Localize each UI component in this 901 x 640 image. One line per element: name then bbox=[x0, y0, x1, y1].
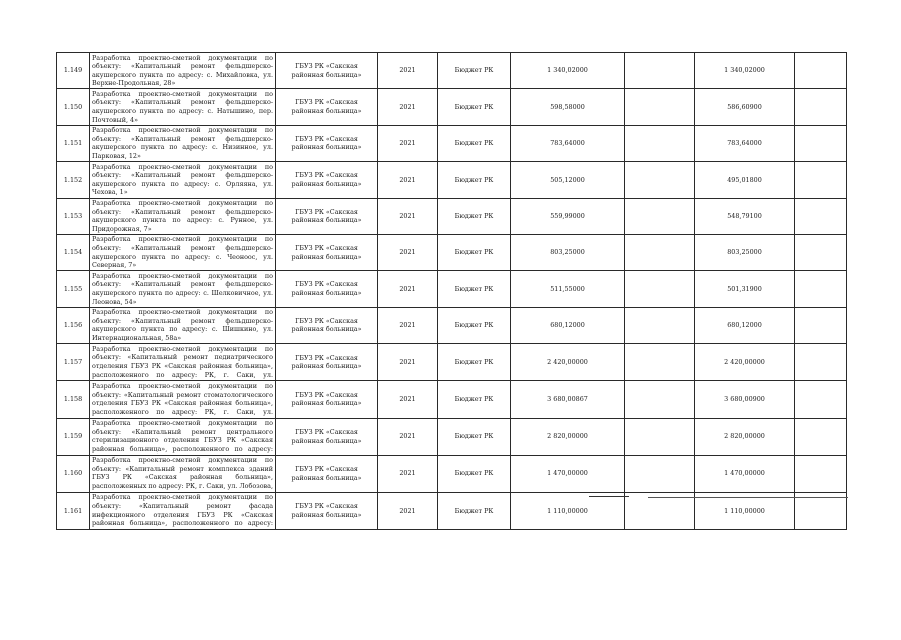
row-funding-source: Бюджет РК bbox=[438, 492, 511, 529]
table-row bbox=[57, 125, 847, 161]
row-empty-cell bbox=[795, 381, 847, 418]
row-organization: ГБУЗ РК «Сакская районная больница» bbox=[276, 234, 378, 270]
row-funding-source: Бюджет РК bbox=[438, 307, 511, 343]
row-empty-cell bbox=[795, 162, 847, 198]
row-funding-source: Бюджет РК bbox=[438, 198, 511, 234]
row-funding-source: Бюджет РК bbox=[438, 271, 511, 307]
table-row bbox=[57, 455, 847, 492]
row-organization: ГБУЗ РК «Сакская районная больница» bbox=[276, 344, 378, 381]
row-funding-source: Бюджет РК bbox=[438, 455, 511, 492]
table-row bbox=[57, 418, 847, 455]
row-empty-cell bbox=[795, 89, 847, 125]
row-organization: ГБУЗ РК «Сакская районная больница» bbox=[276, 307, 378, 343]
row-empty-cell bbox=[795, 198, 847, 234]
row-funding-source: Бюджет РК bbox=[438, 381, 511, 418]
row-description bbox=[90, 455, 276, 492]
row-funding-source: Бюджет РК bbox=[438, 162, 511, 198]
row-description bbox=[90, 492, 276, 529]
row-number: 1.155 bbox=[57, 271, 90, 307]
row-amount-final: 548,79100 bbox=[695, 198, 795, 234]
document-page bbox=[56, 52, 846, 530]
row-empty-cell bbox=[625, 271, 695, 307]
scan-mark bbox=[589, 496, 629, 497]
row-amount-final: 803,25000 bbox=[695, 234, 795, 270]
row-description-text: Разработка проектно-сметной документации по объекту: «Капитальный ремонт фельдшерско-акушерского пункта по адресу: с. Низинное, ул. Парковая, 12» bbox=[92, 126, 273, 161]
row-amount-planned: 511,55000 bbox=[511, 271, 625, 307]
row-number: 1.154 bbox=[57, 234, 90, 270]
row-amount-final: 586,60900 bbox=[695, 89, 795, 125]
row-year: 2021 bbox=[378, 492, 438, 529]
row-description-text: Разработка проектно-сметной документации по объекту: «Капитальный ремонт фельдшерско-акушерского пункта по адресу: с. Орляяна, ул. Чехова, 1» bbox=[92, 162, 273, 197]
row-organization: ГБУЗ РК «Сакская районная больница» bbox=[276, 162, 378, 198]
row-description bbox=[90, 53, 276, 89]
row-year: 2021 bbox=[378, 53, 438, 89]
row-number: 1.153 bbox=[57, 198, 90, 234]
row-amount-planned: 803,25000 bbox=[511, 234, 625, 270]
row-empty-cell bbox=[625, 234, 695, 270]
row-amount-planned: 1 470,00000 bbox=[511, 455, 625, 492]
row-amount-planned: 2 420,00000 bbox=[511, 344, 625, 381]
row-funding-source: Бюджет РК bbox=[438, 418, 511, 455]
row-year: 2021 bbox=[378, 455, 438, 492]
row-year: 2021 bbox=[378, 125, 438, 161]
row-year: 2021 bbox=[378, 271, 438, 307]
table-row bbox=[57, 89, 847, 125]
row-amount-final: 783,64000 bbox=[695, 125, 795, 161]
row-funding-source: Бюджет РК bbox=[438, 53, 511, 89]
row-number: 1.157 bbox=[57, 344, 90, 381]
row-empty-cell bbox=[625, 381, 695, 418]
row-year: 2021 bbox=[378, 307, 438, 343]
table-row bbox=[57, 344, 847, 381]
table-row bbox=[57, 162, 847, 198]
row-empty-cell bbox=[795, 234, 847, 270]
row-amount-planned: 505,12000 bbox=[511, 162, 625, 198]
row-amount-planned: 598,58000 bbox=[511, 89, 625, 125]
row-year: 2021 bbox=[378, 198, 438, 234]
row-funding-source: Бюджет РК bbox=[438, 344, 511, 381]
row-number: 1.150 bbox=[57, 89, 90, 125]
row-description-text: Разработка проектно-сметной документации по объекту: «Капитальный ремонт фельдшерско-акушерского пункта по адресу: с. Михайловка, ул. Верхне-Продольная, 28» bbox=[92, 53, 273, 88]
row-description-text: Разработка проектно-сметной документации по объекту: «Капитальный ремонт педиатрического отделения ГБУЗ РК «Сакская районная больница», расположенного по адресу: РК, г. Саки, ул. bbox=[92, 344, 273, 379]
row-number: 1.152 bbox=[57, 162, 90, 198]
row-organization: ГБУЗ РК «Сакская районная больница» bbox=[276, 198, 378, 234]
row-description-text: Разработка проектно-сметной документации по объекту: «Капитальный ремонт фельдшерско-акушерского пункта по адресу: с. Шишкино, ул. Интернациональная, 58а» bbox=[92, 308, 273, 343]
row-amount-final: 2 820,00000 bbox=[695, 418, 795, 455]
row-description bbox=[90, 198, 276, 234]
row-empty-cell bbox=[625, 418, 695, 455]
row-empty-cell bbox=[625, 89, 695, 125]
row-year: 2021 bbox=[378, 344, 438, 381]
row-empty-cell bbox=[625, 53, 695, 89]
row-amount-planned: 1 340,02000 bbox=[511, 53, 625, 89]
row-organization: ГБУЗ РК «Сакская районная больница» bbox=[276, 125, 378, 161]
table-row bbox=[57, 53, 847, 89]
row-description-text: Разработка проектно-сметной документации по объекту: «Капитальный ремонт фасада инфекционного отделения ГБУЗ РК «Сакская районная больница», расположенного по адресу: bbox=[92, 493, 273, 528]
row-year: 2021 bbox=[378, 381, 438, 418]
row-amount-planned: 1 110,00000 bbox=[511, 492, 625, 529]
row-empty-cell bbox=[795, 344, 847, 381]
row-empty-cell bbox=[795, 53, 847, 89]
row-description bbox=[90, 344, 276, 381]
row-number: 1.161 bbox=[57, 492, 90, 529]
row-description bbox=[90, 162, 276, 198]
row-amount-final: 3 680,00900 bbox=[695, 381, 795, 418]
row-empty-cell bbox=[625, 307, 695, 343]
row-empty-cell bbox=[625, 198, 695, 234]
scan-mark bbox=[648, 497, 848, 498]
row-empty-cell bbox=[795, 307, 847, 343]
row-amount-final: 495,01800 bbox=[695, 162, 795, 198]
row-organization: ГБУЗ РК «Сакская районная больница» bbox=[276, 418, 378, 455]
table-row bbox=[57, 234, 847, 270]
row-organization: ГБУЗ РК «Сакская районная больница» bbox=[276, 455, 378, 492]
row-empty-cell bbox=[625, 162, 695, 198]
row-description-text: Разработка проектно-сметной документации по объекту: «Капитальный ремонт фельдшерско-акушерского пункта по адресу: с. Шелковичное, ул. Леонова, 54» bbox=[92, 271, 273, 306]
row-year: 2021 bbox=[378, 418, 438, 455]
row-amount-planned: 783,64000 bbox=[511, 125, 625, 161]
row-description-text: Разработка проектно-сметной документации по объекту: «Капитальный ремонт стоматологического отделения ГБУЗ РК «Сакская районная больница», расположенного по адресу: РК, г. Саки, ул. bbox=[92, 381, 273, 416]
table-row bbox=[57, 271, 847, 307]
row-number: 1.160 bbox=[57, 455, 90, 492]
row-number: 1.151 bbox=[57, 125, 90, 161]
table-body bbox=[57, 53, 847, 530]
row-description bbox=[90, 125, 276, 161]
row-funding-source: Бюджет РК bbox=[438, 125, 511, 161]
row-empty-cell bbox=[625, 344, 695, 381]
row-description bbox=[90, 271, 276, 307]
row-amount-final: 501,31900 bbox=[695, 271, 795, 307]
row-amount-planned: 2 820,00000 bbox=[511, 418, 625, 455]
row-description bbox=[90, 234, 276, 270]
row-amount-final: 1 340,02000 bbox=[695, 53, 795, 89]
row-year: 2021 bbox=[378, 234, 438, 270]
row-funding-source: Бюджет РК bbox=[438, 234, 511, 270]
row-amount-final: 2 420,00000 bbox=[695, 344, 795, 381]
row-number: 1.158 bbox=[57, 381, 90, 418]
row-empty-cell bbox=[625, 455, 695, 492]
row-amount-final: 1 110,00000 bbox=[695, 492, 795, 529]
row-organization: ГБУЗ РК «Сакская районная больница» bbox=[276, 271, 378, 307]
row-number: 1.156 bbox=[57, 307, 90, 343]
row-year: 2021 bbox=[378, 89, 438, 125]
row-description-text: Разработка проектно-сметной документации по объекту: «Капитальный ремонт центрального стерилизационного отделения ГБУЗ РК «Сакская районная больница», расположенного по адресу: bbox=[92, 419, 273, 453]
row-number: 1.149 bbox=[57, 53, 90, 89]
row-description bbox=[90, 307, 276, 343]
row-amount-planned: 559,99000 bbox=[511, 198, 625, 234]
row-organization: ГБУЗ РК «Сакская районная больница» bbox=[276, 89, 378, 125]
row-year: 2021 bbox=[378, 162, 438, 198]
table-row bbox=[57, 198, 847, 234]
row-description-text: Разработка проектно-сметной документации по объекту: «Капитальный ремонт фельдшерско-акушерского пункта по адресу: с. Рунное, ул. Придорожная, 7» bbox=[92, 199, 273, 233]
row-description-text: Разработка проектно-сметной документации по объекту: «Капитальный ремонт фельдшерско-акушерского пункта по адресу: с. Натышино, пер. Почтовый, 4» bbox=[92, 89, 273, 124]
row-number: 1.159 bbox=[57, 418, 90, 455]
row-description-text: Разработка проектно-сметной документации по объекту: «Капитальный ремонт фельдшерско-акушерского пункта по адресу: с. Чеоноос, ул. Северная, 7» bbox=[92, 235, 273, 270]
row-amount-planned: 680,12000 bbox=[511, 307, 625, 343]
row-description bbox=[90, 89, 276, 125]
row-amount-planned: 3 680,00867 bbox=[511, 381, 625, 418]
row-empty-cell bbox=[795, 418, 847, 455]
table-row bbox=[57, 307, 847, 343]
row-funding-source: Бюджет РК bbox=[438, 89, 511, 125]
row-organization: ГБУЗ РК «Сакская районная больница» bbox=[276, 492, 378, 529]
row-organization: ГБУЗ РК «Сакская районная больница» bbox=[276, 53, 378, 89]
row-description-text: Разработка проектно-сметной документации по объекту: «Капитальный ремонт комплекса зданий ГБУЗ РК «Сакская районная больница», расположенных по адресу: РК, г. Саки, ул. Лобозова, bbox=[92, 456, 273, 491]
row-empty-cell bbox=[795, 271, 847, 307]
row-empty-cell bbox=[795, 125, 847, 161]
row-description bbox=[90, 418, 276, 455]
row-amount-final: 1 470,00000 bbox=[695, 455, 795, 492]
row-empty-cell bbox=[795, 455, 847, 492]
row-amount-final: 680,12000 bbox=[695, 307, 795, 343]
row-organization: ГБУЗ РК «Сакская районная больница» bbox=[276, 381, 378, 418]
row-description bbox=[90, 381, 276, 418]
row-empty-cell bbox=[625, 125, 695, 161]
budget-table bbox=[56, 52, 847, 530]
table-row bbox=[57, 381, 847, 418]
